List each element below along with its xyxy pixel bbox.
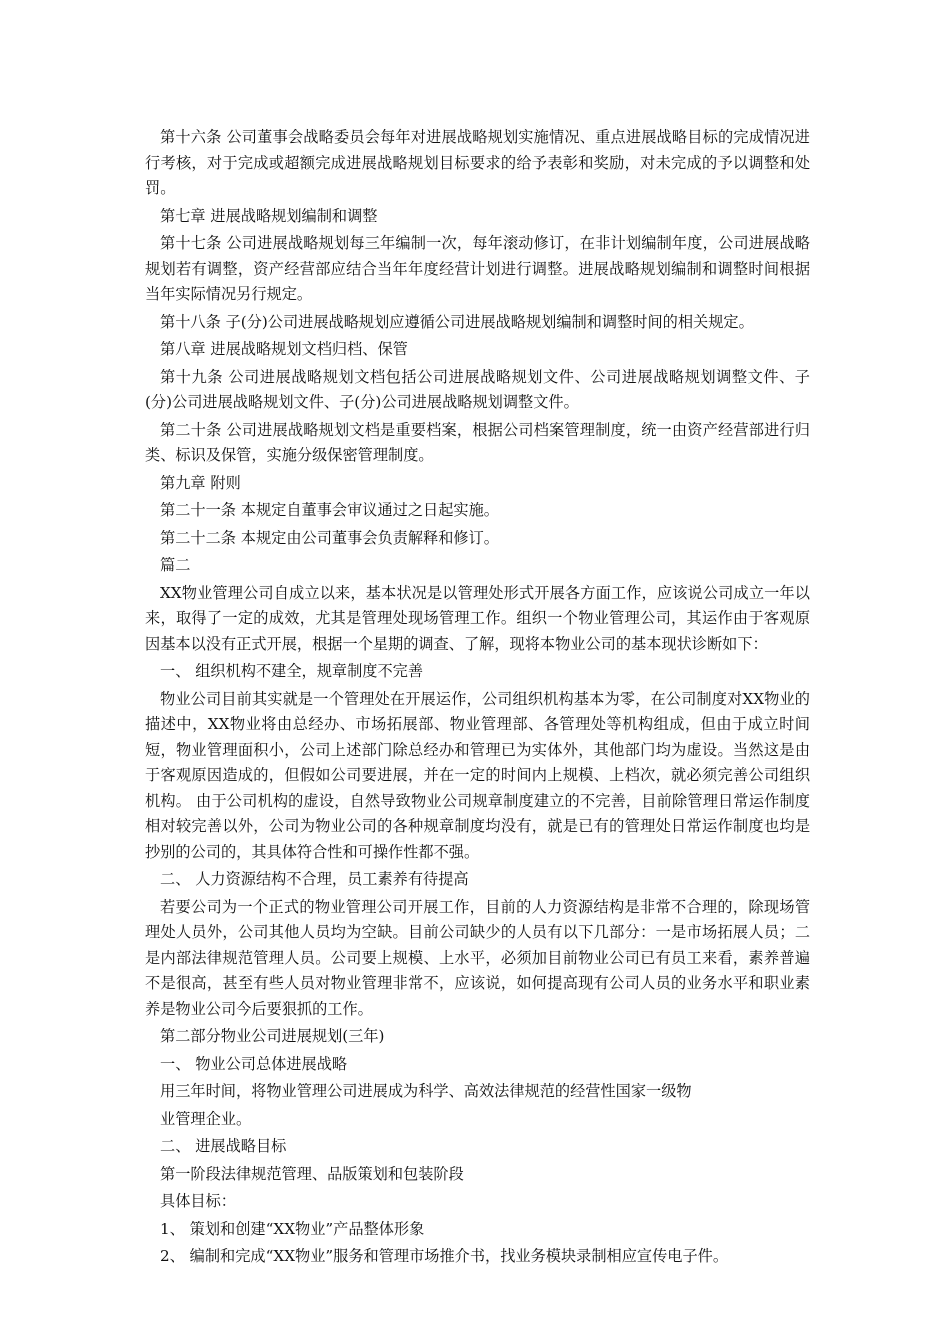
section-2-body: 若要公司为一个正式的物业管理公司开展工作，目前的人力资源结构是非常不合理的，除现场管理处人员外，公司其他人员均为空缺。目前公司缺少的人员有以下几部分：一是市场拓展人员；二是内部法律规范管理人员。公司要上规模、上水平，必须加目前物业公司已有员工来看，素养普遍不是很高，甚至有些人员对物业管理非常不，应该说，如何提高现有公司人员的业务水平和职业素养是物业公司今后要狠抓的工作。 <box>145 897 810 1018</box>
phase-1-heading: 第一阶段法律规范管理、品版策划和包装阶段 <box>160 1164 464 1183</box>
article-22: 第二十二条 本规定由公司董事会负责解释和修订。 <box>160 528 499 547</box>
chapter-8-heading: 第八章 进展战略规划文档归档、保管 <box>160 340 408 358</box>
chapter-7-heading: 第七章 进展战略规划编制和调整 <box>160 206 378 225</box>
intro-paragraph: XX物业管理公司自成立以来，基本状况是以管理处形式开展各方面工作，应该说公司成立一年以来，取得了一定的成效，尤其是管理处现场管理工作。组织一个物业管理公司，其运作由于客观原因基本以没有正式开展，根据一个星期的调查、了解，现将本物业公司的基本现状诊断如下： <box>145 583 810 653</box>
chapter-9-heading: 第九章 附则 <box>160 473 241 492</box>
document-page <box>145 125 810 1270</box>
section-1-body: 物业公司目前其实就是一个管理处在开展运作，公司组织机构基本为零，在公司制度对XX物业的描述中，XX物业将由总经办、市场拓展部、物业管理部、各管理处等机构组成，但由于成立时间短，物业管理面积小，公司上述部门除总经办和管理已为实体外，其他部门均为虚设。当然这是由于客观原因造成的，但假如公司要进展，并在一定的时间内上规模、上档次，就必须完善公司组织机构。 由于公司机构的虚设，自然导致物业公司规章制度建立的不完善，目前除管理日常运作制度相对较完善以外，公司为物业公司的各种规章制度均没有，就是已有的管理处日常运作制度也均是抄别的公司的，其具体符合性和可操作性都不强。 <box>145 689 810 861</box>
goal-item-1: 1、 策划和创建“XX物业”产品整体形象 <box>160 1219 425 1238</box>
part-two-heading: 篇二 <box>160 556 191 574</box>
article-17: 第十七条 公司进展战略规划每三年编制一次，每年滚动修订，在非计划编制年度，公司进展战略规划若有调整，资产经营部应结合当年年度经营计划进行调整。进展战略规划编制和调整时间根据当年实际情况另行规定。 <box>145 234 810 303</box>
article-18: 第十八条 子(分)公司进展战略规划应遵循公司进展战略规划编制和调整时间的相关规定。 <box>160 312 754 331</box>
overall-strategy-line-1: 用三年时间，将物业管理公司进展成为科学、高效法律规范的经营性国家一级物 <box>160 1082 692 1100</box>
strategy-goals-heading: 二、 进展战略目标 <box>160 1137 287 1155</box>
article-19: 第十九条 公司进展战略规划文档包括公司进展战略规划文件、公司进展战略规划调整文件、子(分)公司进展战略规划文件、子(分)公司进展战略规划调整文件。 <box>145 367 810 411</box>
part-2-plan-heading: 第二部分物业公司进展规划(三年) <box>160 1027 385 1045</box>
section-2-heading: 二、 人力资源结构不合理，员工素养有待提高 <box>160 870 469 888</box>
section-1-heading: 一、 组织机构不建全，规章制度不完善 <box>160 662 424 680</box>
article-16: 第十六条 公司董事会战略委员会每年对进展战略规划实施情况、重点进展战略目标的完成情况进行考核，对于完成或超额完成进展战略规划目标要求的给予表彰和奖励，对未完成的予以调整和处罚。 <box>145 128 810 197</box>
goal-item-2: 2、 编制和完成“XX物业”服务和管理市场推介书，找业务模块录制相应宣传电子件。 <box>160 1247 729 1265</box>
overall-strategy-line-2: 业管理企业。 <box>160 1109 252 1128</box>
specific-goals-label: 具体目标： <box>160 1192 236 1210</box>
article-21: 第二十一条 本规定自董事会审议通过之日起实施。 <box>160 501 499 519</box>
overall-strategy-heading: 一、 物业公司总体进展战略 <box>160 1054 348 1073</box>
article-20: 第二十条 公司进展战略规划文档是重要档案，根据公司档案管理制度，统一由资产经营部进行归类、标识及保管，实施分级保密管理制度。 <box>145 420 810 464</box>
